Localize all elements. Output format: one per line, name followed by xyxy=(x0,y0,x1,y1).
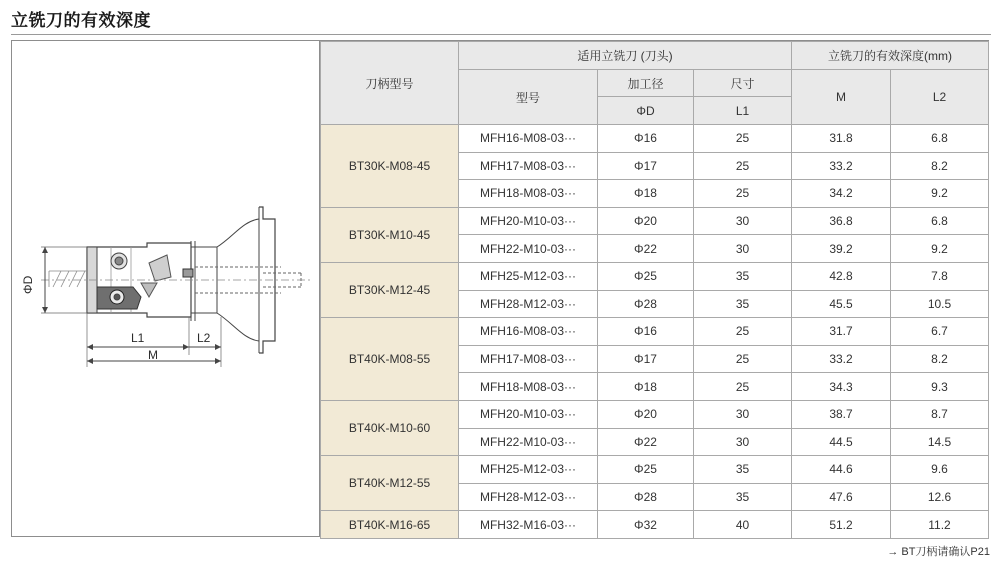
l1-cell: 40 xyxy=(694,511,792,539)
holder-model-cell: BT30K-M08-45 xyxy=(321,125,459,208)
model-cell: MFH16-M08-03··· xyxy=(459,125,598,153)
phid-cell: Φ20 xyxy=(598,207,694,235)
l2-cell: 9.3 xyxy=(891,373,989,401)
l2-cell: 6.7 xyxy=(891,318,989,346)
holder-model-cell: BT40K-M16-65 xyxy=(321,511,459,539)
model-cell: MFH16-M08-03··· xyxy=(459,318,598,346)
m-cell: 36.8 xyxy=(792,207,891,235)
phid-cell: Φ18 xyxy=(598,180,694,208)
table-row xyxy=(321,207,989,235)
l2-cell: 8.2 xyxy=(891,152,989,180)
header-m: M xyxy=(792,70,891,125)
l1-cell: 30 xyxy=(694,235,792,263)
model-cell: MFH17-M08-03··· xyxy=(459,152,598,180)
l2-cell: 8.7 xyxy=(891,400,989,428)
model-cell: MFH18-M08-03··· xyxy=(459,373,598,401)
model-cell: MFH28-M12-03··· xyxy=(459,290,598,318)
l1-cell: 30 xyxy=(694,207,792,235)
holder-model-cell: BT40K-M08-55 xyxy=(321,318,459,401)
l2-cell: 11.2 xyxy=(891,511,989,539)
phid-cell: Φ28 xyxy=(598,290,694,318)
m-cell: 33.2 xyxy=(792,345,891,373)
table-row xyxy=(321,511,989,539)
tool-holder-diagram xyxy=(11,41,320,536)
model-cell: MFH22-M10-03··· xyxy=(459,428,598,456)
l1-cell: 25 xyxy=(694,180,792,208)
header-phid: ΦD xyxy=(598,97,694,125)
dimension-label-l1: L1 xyxy=(131,331,145,345)
holder-model-cell: BT40K-M12-55 xyxy=(321,456,459,511)
table-row xyxy=(321,456,989,484)
phid-cell: Φ20 xyxy=(598,400,694,428)
model-cell: MFH20-M10-03··· xyxy=(459,400,598,428)
m-cell: 47.6 xyxy=(792,483,891,511)
header-dimension: 尺寸 xyxy=(694,70,792,97)
model-cell: MFH22-M10-03··· xyxy=(459,235,598,263)
phid-cell: Φ16 xyxy=(598,125,694,153)
tool-drawing-panel xyxy=(11,41,320,536)
header-effective-depth: 立铣刀的有效深度(mm) xyxy=(792,42,989,70)
dimension-label-l2: L2 xyxy=(197,331,211,345)
model-cell: MFH28-M12-03··· xyxy=(459,483,598,511)
l2-cell: 6.8 xyxy=(891,207,989,235)
phid-cell: Φ16 xyxy=(598,318,694,346)
phid-cell: Φ17 xyxy=(598,345,694,373)
l1-cell: 25 xyxy=(694,345,792,373)
l2-cell: 8.2 xyxy=(891,345,989,373)
l1-cell: 35 xyxy=(694,262,792,290)
header-endmill-group: 适用立铣刀 (刀头) xyxy=(459,42,792,70)
l1-cell: 25 xyxy=(694,152,792,180)
l1-cell: 25 xyxy=(694,373,792,401)
m-cell: 42.8 xyxy=(792,262,891,290)
model-cell: MFH25-M12-03··· xyxy=(459,262,598,290)
m-cell: 34.2 xyxy=(792,180,891,208)
phid-cell: Φ25 xyxy=(598,456,694,484)
l2-cell: 9.2 xyxy=(891,235,989,263)
l2-cell: 6.8 xyxy=(891,125,989,153)
l1-cell: 35 xyxy=(694,290,792,318)
m-cell: 33.2 xyxy=(792,152,891,180)
model-cell: MFH17-M08-03··· xyxy=(459,345,598,373)
m-cell: 45.5 xyxy=(792,290,891,318)
l2-cell: 9.2 xyxy=(891,180,989,208)
m-cell: 44.5 xyxy=(792,428,891,456)
l1-cell: 30 xyxy=(694,428,792,456)
header-l1: L1 xyxy=(694,97,792,125)
header-model: 型号 xyxy=(459,70,598,125)
phid-cell: Φ17 xyxy=(598,152,694,180)
footnote-reference: → BT刀柄请确认P21 xyxy=(887,546,990,558)
l2-cell: 10.5 xyxy=(891,290,989,318)
model-cell: MFH20-M10-03··· xyxy=(459,207,598,235)
phid-cell: Φ22 xyxy=(598,428,694,456)
m-cell: 39.2 xyxy=(792,235,891,263)
phid-cell: Φ18 xyxy=(598,373,694,401)
dimension-label-m: M xyxy=(148,348,158,362)
l1-cell: 25 xyxy=(694,125,792,153)
holder-model-cell: BT30K-M12-45 xyxy=(321,262,459,317)
l2-cell: 14.5 xyxy=(891,428,989,456)
header-l2: L2 xyxy=(891,70,989,125)
l1-cell: 35 xyxy=(694,483,792,511)
phid-cell: Φ28 xyxy=(598,483,694,511)
holder-model-cell: BT30K-M10-45 xyxy=(321,207,459,262)
effective-depth-table xyxy=(320,41,989,539)
l1-cell: 30 xyxy=(694,400,792,428)
header-machining-diameter: 加工径 xyxy=(598,70,694,97)
table-row xyxy=(321,400,989,428)
l1-cell: 25 xyxy=(694,318,792,346)
l2-cell: 9.6 xyxy=(891,456,989,484)
phid-cell: Φ25 xyxy=(598,262,694,290)
table-row xyxy=(321,318,989,346)
title-divider xyxy=(11,34,991,35)
m-cell: 44.6 xyxy=(792,456,891,484)
phid-cell: Φ22 xyxy=(598,235,694,263)
dimension-label-phid: ΦD xyxy=(21,275,35,294)
l2-cell: 7.8 xyxy=(891,262,989,290)
phid-cell: Φ32 xyxy=(598,511,694,539)
m-cell: 34.3 xyxy=(792,373,891,401)
model-cell: MFH25-M12-03··· xyxy=(459,456,598,484)
m-cell: 31.7 xyxy=(792,318,891,346)
m-cell: 31.8 xyxy=(792,125,891,153)
m-cell: 51.2 xyxy=(792,511,891,539)
page-title: 立铣刀的有效深度 xyxy=(11,11,151,30)
holder-model-cell: BT40K-M10-60 xyxy=(321,400,459,455)
table-row xyxy=(321,125,989,153)
m-cell: 38.7 xyxy=(792,400,891,428)
model-cell: MFH18-M08-03··· xyxy=(459,180,598,208)
l1-cell: 35 xyxy=(694,456,792,484)
model-cell: MFH32-M16-03··· xyxy=(459,511,598,539)
l2-cell: 12.6 xyxy=(891,483,989,511)
table-row xyxy=(321,262,989,290)
header-holder-model: 刀柄型号 xyxy=(321,42,459,125)
